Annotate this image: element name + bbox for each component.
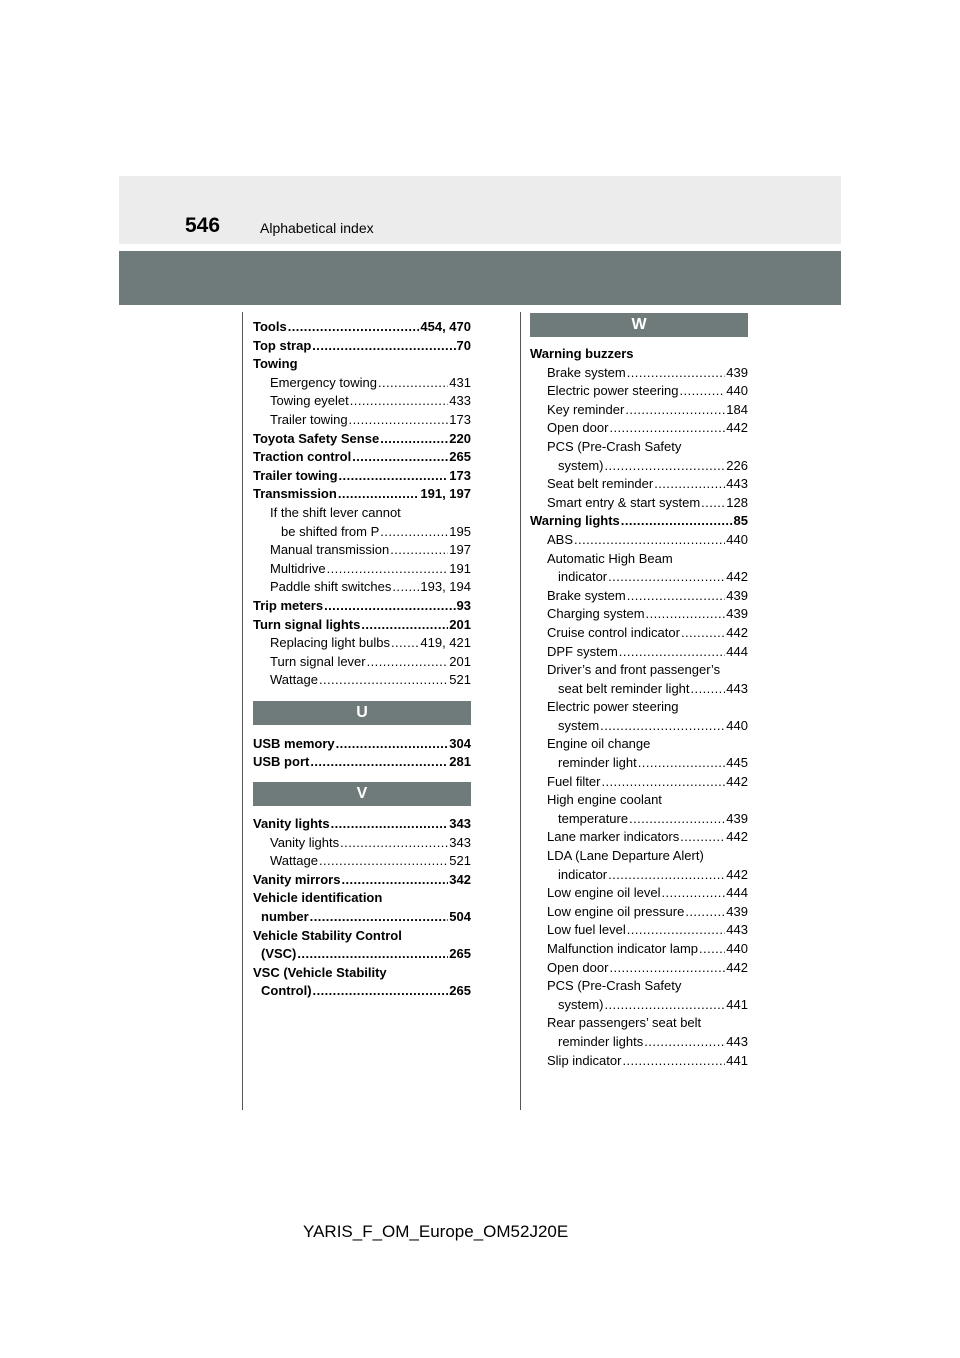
dot-leader: [644, 1033, 725, 1052]
document-id: YARIS_F_OM_Europe_OM52J20E: [303, 1222, 569, 1241]
index-entry: [530, 959, 748, 978]
index-entry: [253, 753, 471, 772]
index-entry-label: Vehicle Stability Control: [253, 927, 402, 943]
index-entry-page[interactable]: 521: [449, 672, 471, 688]
index-entry-label: Brake system: [547, 587, 626, 603]
index-entry: [253, 597, 471, 616]
index-entry-label: Trailer towing: [253, 467, 338, 483]
index-entry: [253, 889, 471, 908]
index-entry-label: PCS (Pre-Crash Safety: [547, 438, 682, 454]
index-entry-label: Open door: [547, 420, 609, 436]
index-entry-label: Vanity mirrors: [253, 871, 341, 887]
index-entry-label: Trip meters: [253, 597, 324, 613]
dot-leader: [392, 578, 419, 597]
dot-leader: [312, 337, 455, 356]
dot-leader: [574, 531, 725, 550]
index-entry-page[interactable]: 442: [726, 866, 748, 882]
dot-leader: [701, 494, 725, 513]
index-entry-page[interactable]: 70: [456, 337, 471, 353]
index-entry-page[interactable]: 197: [449, 542, 471, 558]
index-entry-page[interactable]: 443: [726, 476, 748, 492]
index-entry: [253, 982, 471, 1001]
index-entry-page[interactable]: 440: [726, 717, 748, 733]
index-entry: [530, 345, 748, 364]
dot-leader: [605, 996, 726, 1015]
index-entry: [530, 680, 748, 699]
index-entry: [253, 671, 471, 690]
index-entry: [253, 735, 471, 754]
index-entry-page[interactable]: 220: [449, 430, 471, 446]
index-entry-label: Replacing light bulbs: [270, 635, 390, 651]
index-entry-page[interactable]: 439: [726, 810, 748, 826]
dot-leader: [601, 773, 725, 792]
index-entry-label: Automatic High Beam: [547, 550, 673, 566]
dot-leader: [391, 634, 419, 653]
index-entry-label: system: [558, 717, 600, 733]
index-entry-label: LDA (Lane Departure Alert): [547, 848, 704, 864]
index-entry-label: Smart entry & start system: [547, 494, 701, 510]
index-entry: [530, 810, 748, 829]
index-entry-label: Charging system: [547, 606, 645, 622]
dot-leader: [331, 815, 449, 834]
index-entry-page[interactable]: 265: [449, 946, 471, 962]
index-entry-label: Towing: [253, 356, 298, 372]
index-entry: [253, 337, 471, 356]
letter-heading-w: W: [530, 313, 748, 337]
index-entry-label: Low engine oil level: [547, 885, 661, 901]
index-entry-label: Wattage: [270, 672, 318, 688]
index-entry-label: indicator: [558, 866, 608, 882]
index-entry-page[interactable]: 191, 197: [420, 486, 471, 502]
index-entry-label: Vanity lights: [270, 834, 340, 850]
index-entry: [530, 550, 748, 569]
index-entry: [253, 392, 471, 411]
index-entry-label: Multidrive: [270, 560, 326, 576]
index-entry-page[interactable]: 442: [726, 420, 748, 436]
dot-leader: [608, 866, 725, 885]
index-entry: [530, 828, 748, 847]
index-entry: [530, 866, 748, 885]
dot-leader: [622, 1052, 725, 1071]
index-entry-page[interactable]: 281: [449, 754, 471, 770]
index-entry: [253, 318, 471, 337]
index-entry: [253, 430, 471, 449]
index-entry: [530, 717, 748, 736]
index-entry: [530, 382, 748, 401]
index-entry-page[interactable]: 226: [726, 457, 748, 473]
dot-leader: [646, 605, 726, 624]
index-entry-label: Top strap: [253, 337, 312, 353]
index-entry-label: be shifted from P: [281, 523, 380, 539]
index-entry-page[interactable]: 504: [449, 909, 471, 925]
dot-leader: [349, 411, 449, 430]
index-entry-label: Towing eyelet: [270, 393, 349, 409]
index-entry: [253, 871, 471, 890]
index-entry: [530, 438, 748, 457]
index-entry: [530, 1052, 748, 1071]
dot-leader: [310, 908, 449, 927]
dot-leader: [310, 753, 448, 772]
index-entry-page[interactable]: 440: [726, 383, 748, 399]
index-entry-label: Warning lights: [530, 513, 620, 529]
index-entry-page[interactable]: 431: [449, 374, 471, 390]
dot-leader: [619, 643, 726, 662]
index-entry-page[interactable]: 201: [449, 653, 471, 669]
dot-leader: [638, 754, 726, 773]
index-entry-label: system): [558, 996, 604, 1012]
index-entry-label: reminder lights: [558, 1033, 644, 1049]
left-index-column: [253, 318, 471, 1001]
right-column-rule: [520, 312, 521, 1110]
index-entry: [253, 467, 471, 486]
dot-leader: [627, 921, 726, 940]
index-entry-page[interactable]: 419, 421: [420, 635, 471, 651]
index-entry-page[interactable]: 443: [726, 680, 748, 696]
index-entry-label: Vanity lights: [253, 816, 330, 832]
index-entry-label: High engine coolant: [547, 792, 662, 808]
index-entry-page[interactable]: 442: [726, 773, 748, 789]
dot-leader: [361, 616, 448, 635]
right-index-column: [530, 313, 748, 1070]
index-entry-label: Tools: [253, 319, 287, 334]
dot-leader: [340, 834, 448, 853]
index-entry: [253, 523, 471, 542]
index-entry: [253, 852, 471, 871]
index-entry-label: Cruise control indicator: [547, 624, 680, 640]
dot-leader: [336, 735, 449, 754]
index-entry-page[interactable]: 304: [449, 735, 471, 751]
index-entry-label: Key reminder: [547, 401, 625, 417]
dot-leader: [691, 680, 726, 699]
index-entry-label: Electric power steering: [547, 699, 679, 715]
dot-leader: [352, 448, 448, 467]
dot-leader: [378, 374, 448, 393]
dot-leader: [327, 560, 449, 579]
index-entry: [530, 661, 748, 680]
index-entry-page[interactable]: 343: [449, 816, 471, 832]
dot-leader: [680, 382, 726, 401]
index-entry-label: Open door: [547, 959, 609, 975]
index-entry: [530, 1014, 748, 1033]
index-entry-label: reminder light: [558, 755, 637, 771]
index-entry-page[interactable]: 128: [726, 494, 748, 510]
index-entry: [530, 884, 748, 903]
dot-leader: [319, 671, 448, 690]
index-entry-label: Wattage: [270, 853, 318, 869]
index-entry: [253, 927, 471, 946]
index-entry-page[interactable]: 521: [449, 853, 471, 869]
index-entry-page[interactable]: 191: [449, 560, 471, 576]
index-entry-label: Fuel filter: [547, 773, 601, 789]
dot-leader: [609, 419, 725, 438]
index-entry: [253, 634, 471, 653]
index-entry-page[interactable]: 441: [726, 996, 748, 1012]
index-entry: [530, 921, 748, 940]
index-entry: [253, 945, 471, 964]
index-entry: [530, 624, 748, 643]
dot-leader: [341, 871, 448, 890]
index-entry-page[interactable]: 442: [726, 624, 748, 640]
index-entry-label: Control): [261, 983, 312, 999]
index-entry: [530, 735, 748, 754]
dot-leader: [605, 457, 726, 476]
index-entry: [253, 560, 471, 579]
dot-leader: [699, 940, 725, 959]
letter-heading-v: V: [253, 782, 471, 806]
index-entry-label: Electric power steering: [547, 383, 679, 399]
index-entry-page[interactable]: 173: [449, 467, 471, 483]
index-entry: [253, 448, 471, 467]
dot-leader: [319, 852, 448, 871]
index-entry: [530, 1033, 748, 1052]
index-entry: [530, 401, 748, 420]
index-entry-page[interactable]: 440: [726, 941, 748, 956]
index-entry-label: Lane marker indicators: [547, 829, 680, 845]
index-entry-page[interactable]: 173: [449, 411, 471, 427]
index-entry-page[interactable]: 343: [449, 834, 471, 850]
dot-leader: [350, 392, 449, 411]
index-entry-label: Trailer towing: [270, 411, 348, 427]
index-entry-page[interactable]: 265: [449, 983, 471, 999]
dot-leader: [680, 828, 725, 847]
dot-leader: [367, 653, 449, 672]
dot-leader: [627, 587, 726, 606]
index-entry-page[interactable]: 93: [456, 597, 471, 613]
index-entry-page[interactable]: 193, 194: [420, 579, 471, 595]
index-entry-label: Driver’s and front passenger’s: [547, 662, 721, 678]
dot-leader: [608, 568, 725, 587]
index-entry-page[interactable]: 439: [726, 587, 748, 603]
index-entry: [253, 616, 471, 635]
index-entry-page[interactable]: 444: [726, 643, 748, 659]
index-entry-page[interactable]: 265: [449, 449, 471, 465]
index-entry: [530, 754, 748, 773]
index-entry-page[interactable]: 184: [726, 401, 748, 417]
v-entries: [253, 815, 471, 1001]
left-column-rule: [242, 312, 243, 1110]
index-entry-label: seat belt reminder light: [558, 680, 690, 696]
index-entry-label: Slip indicator: [547, 1052, 622, 1068]
index-entry: [253, 578, 471, 597]
u-entries: [253, 735, 471, 772]
index-entry-label: PCS (Pre-Crash Safety: [547, 978, 682, 994]
index-entry: [530, 847, 748, 866]
dot-leader: [288, 318, 420, 337]
dot-leader: [600, 717, 725, 736]
dot-leader: [654, 475, 725, 494]
dot-leader: [629, 810, 725, 829]
index-entry-label: DPF system: [547, 643, 618, 659]
index-entry-label: USB memory: [253, 735, 335, 751]
index-entry: [530, 977, 748, 996]
index-entry: [530, 903, 748, 922]
index-entry-label: ABS: [547, 531, 574, 547]
header-dark-band: [119, 251, 841, 305]
index-entry: [530, 996, 748, 1015]
index-entry: [530, 568, 748, 587]
index-entry-label: Manual transmission: [270, 542, 390, 558]
index-entry: [530, 512, 748, 531]
dot-leader: [390, 541, 448, 560]
dot-leader: [627, 364, 726, 383]
index-entry-label: Low engine oil pressure: [547, 903, 685, 919]
dot-leader: [609, 959, 725, 978]
index-entry-page[interactable]: 441: [726, 1052, 748, 1068]
index-entry-page[interactable]: 443: [726, 922, 748, 938]
index-entry-page[interactable]: 433: [449, 393, 471, 409]
index-entry: [253, 411, 471, 430]
index-entry: [530, 494, 748, 513]
index-entry-page[interactable]: 443: [726, 1033, 748, 1049]
index-entry-label: Rear passengers’ seat belt: [547, 1015, 702, 1031]
index-entry: [253, 374, 471, 393]
index-entry: [253, 355, 471, 374]
index-entry-label: Brake system: [547, 364, 626, 380]
index-entry-label: Paddle shift switches: [270, 579, 392, 595]
dot-leader: [380, 430, 448, 449]
index-entry-label: Traction control: [253, 449, 352, 465]
index-entry: [253, 815, 471, 834]
index-entry: [530, 419, 748, 438]
index-entry-label: Transmission: [253, 486, 337, 502]
index-entry: [530, 364, 748, 383]
index-entry: [530, 940, 748, 959]
dot-leader: [681, 624, 725, 643]
w-entries: [530, 345, 748, 1070]
dot-leader: [339, 467, 449, 486]
index-entry-page[interactable]: 439: [726, 606, 748, 622]
index-entry: [530, 475, 748, 494]
index-entry-label: Engine oil change: [547, 736, 651, 752]
index-entry-page[interactable]: 445: [726, 755, 748, 771]
index-entry-label: USB port: [253, 754, 310, 770]
index-entry-label: VSC (Vehicle Stability: [253, 964, 387, 980]
dot-leader: [380, 523, 448, 542]
index-entry-label: temperature: [558, 810, 629, 826]
index-entry: [530, 791, 748, 810]
index-entry-label: indicator: [558, 569, 608, 585]
index-entry-label: (VSC): [261, 946, 297, 962]
letter-heading-u: U: [253, 701, 471, 725]
index-entry-label: Vehicle identification: [253, 890, 383, 906]
index-entry-label: Toyota Safety Sense: [253, 430, 380, 446]
index-entry: [253, 908, 471, 927]
index-entry-label: system): [558, 457, 604, 473]
index-entry: [530, 457, 748, 476]
dot-leader: [324, 597, 455, 616]
index-entry: [530, 643, 748, 662]
index-entry: [253, 485, 471, 504]
index-entry: [530, 531, 748, 550]
index-entry-page[interactable]: 442: [726, 959, 748, 975]
index-entry-page[interactable]: 444: [726, 885, 748, 901]
index-entry: [530, 605, 748, 624]
index-entry-label: If the shift lever cannot: [270, 504, 401, 520]
index-entry-label: Turn signal lever: [270, 653, 366, 669]
index-entry-page[interactable]: 454, 470: [420, 319, 471, 334]
index-entry-page[interactable]: 201: [449, 616, 471, 632]
header-band: [119, 176, 841, 244]
index-entry-label: Warning buzzers: [530, 346, 634, 361]
index-entry-page[interactable]: 195: [449, 523, 471, 539]
index-entry: [253, 653, 471, 672]
dot-leader: [313, 982, 449, 1001]
dot-leader: [625, 401, 725, 420]
index-entry-label: Low fuel level: [547, 922, 626, 938]
index-entry-label: Seat belt reminder: [547, 476, 654, 492]
dot-leader: [661, 884, 725, 903]
dot-leader: [685, 903, 725, 922]
index-entry-label: Malfunction indicator lamp: [547, 941, 699, 956]
index-entry: [253, 964, 471, 983]
dot-leader: [297, 945, 448, 964]
index-entry: [530, 773, 748, 792]
index-entry-page[interactable]: 85: [733, 513, 748, 529]
index-entry-label: number: [261, 909, 309, 925]
page-number: 546: [185, 214, 221, 237]
dot-leader: [338, 485, 420, 504]
index-entry-page[interactable]: 442: [726, 569, 748, 585]
index-entry: [253, 541, 471, 560]
section-title: Alphabetical index: [260, 220, 374, 236]
index-entry-label: Emergency towing: [270, 374, 377, 390]
index-entry-label: Turn signal lights: [253, 616, 361, 632]
index-entry: [253, 834, 471, 853]
index-entry: [530, 587, 748, 606]
dot-leader: [621, 512, 733, 531]
t-entries: [253, 318, 471, 690]
index-entry-page[interactable]: 439: [726, 364, 748, 380]
index-entry-page[interactable]: 442: [726, 829, 748, 845]
index-entry: [530, 698, 748, 717]
index-entry: [253, 504, 471, 523]
index-entry-page[interactable]: 342: [449, 871, 471, 887]
index-entry-page[interactable]: 439: [726, 903, 748, 919]
index-entry-page[interactable]: 440: [726, 531, 748, 547]
